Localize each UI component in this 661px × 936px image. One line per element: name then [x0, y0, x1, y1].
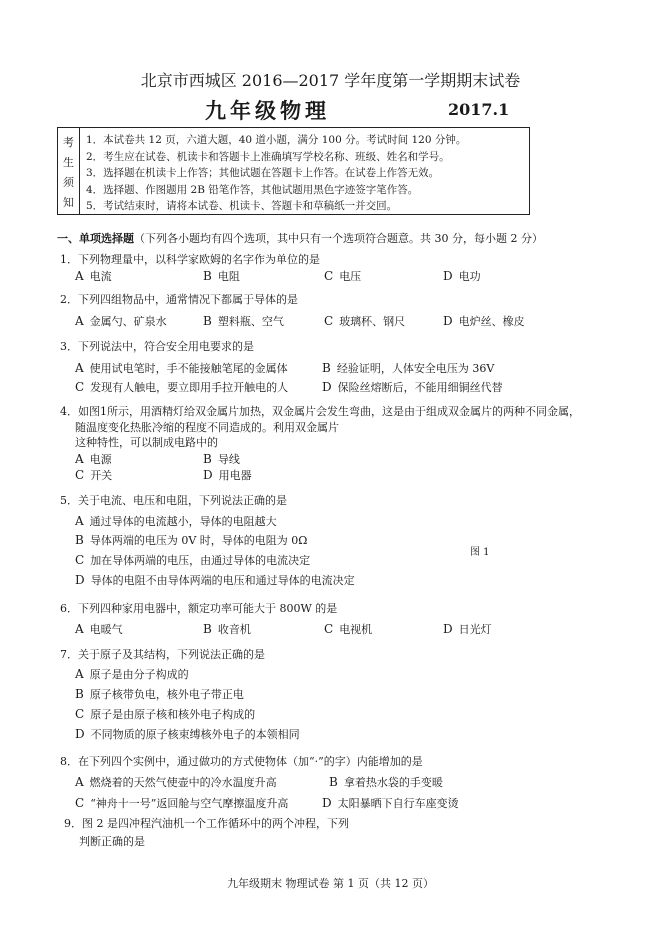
option: A 使用试电笔时，手不能接触笔尾的金属体	[75, 361, 288, 375]
option: C 加在导体两端的电压，由通过导体的电流决定	[75, 553, 311, 567]
option: B 导体两端的电压为 0V 时，导体的电阻为 0Ω	[75, 533, 308, 547]
page-footer: 九年级期末 物理试卷 第 1 页（共 12 页）	[227, 877, 434, 890]
option: A 金属勺、矿泉水	[75, 314, 167, 328]
option: C 电压	[324, 269, 362, 283]
question-stem: 4．如图1所示，用酒精灯给双金属片加热，双金属片会发生弯曲，这是由于组成双金属片的两种不同金属，	[60, 405, 580, 418]
notice-label-char: 知	[63, 196, 74, 209]
question-stem: 1．下列物理量中，以科学家欧姆的名字作为单位的是	[60, 253, 320, 266]
exam-subtitle: 九年级物理	[205, 98, 330, 123]
option: D 日光灯	[443, 622, 492, 636]
option: B 收音机	[203, 622, 251, 636]
question-stem-cont: 判断正确的是	[79, 835, 145, 848]
option: D 用电器	[203, 468, 252, 482]
question-stem: 7．关于原子及其结构，下列说法正确的是	[60, 648, 265, 661]
notice-item: 1．本试卷共 12 页，六道大题，40 道小题，满分 100 分。考试时间 120 分钟。	[86, 134, 467, 146]
exam-title: 北京市西城区 2016—2017 学年度第一学期期末试卷	[140, 71, 521, 90]
option: D 保险丝熔断后，不能用细铜丝代替	[322, 380, 503, 394]
notice-label-char: 考	[63, 136, 74, 149]
option: D 导体的电阻不由导体两端的电压和通过导体的电流决定	[75, 573, 355, 587]
notice-label-char: 须	[63, 176, 74, 189]
option: A 燃烧着的天然气使壶中的冷水温度升高	[75, 775, 277, 789]
question-stem: 2．下列四组物品中，通常情况下都属于导体的是	[60, 293, 298, 306]
question-stem: 6．下列四种家用电器中，额定功率可能大于 800W 的是	[60, 602, 338, 615]
notice-box	[57, 127, 530, 215]
question-stem: 8．在下列四个实例中，通过做功的方式使物体（加“·”的字）内能增加的是	[60, 755, 423, 768]
option: C 原子是由原子核和核外电子构成的	[75, 707, 256, 721]
option: C 玻璃杯、钢尺	[324, 314, 406, 328]
notice-label-char: 生	[63, 156, 74, 169]
option: D 电炉丝、橡皮	[443, 314, 525, 328]
option: A 电源	[75, 452, 112, 466]
option: A 电流	[75, 269, 112, 283]
section-heading	[57, 230, 543, 246]
option: D 不同物质的原子核束缚核外电子的本领相同	[75, 727, 300, 741]
option: B 导线	[203, 452, 240, 466]
option: D 电功	[443, 269, 481, 283]
section-desc: （下列各小题均有四个选项，其中只有一个选项符合题意。共 30 分，每小题 2 分）	[134, 232, 543, 245]
option: B 拿着热水袋的手变暖	[329, 775, 443, 789]
exam-date: 2017.1	[448, 100, 510, 119]
notice-label	[58, 128, 80, 214]
option: C 开关	[75, 468, 113, 482]
question-stem: 3．下列说法中，符合安全用电要求的是	[60, 340, 254, 353]
question-stem-cont: 随温度变化热胀冷缩的程度不同造成的。利用双金属片	[75, 421, 339, 434]
option: B 塑料瓶、空气	[203, 314, 284, 328]
notice-items	[86, 132, 466, 215]
option: A 原子是由分子构成的	[75, 667, 189, 681]
option: A 电暖气	[75, 622, 123, 636]
option: B 经验证明，人体安全电压为 36V	[322, 361, 495, 375]
question-stem: 5．关于电流、电压和电阻，下列说法正确的是	[60, 494, 287, 507]
figure-label: 图 1	[470, 547, 490, 558]
notice-item: 2．考生应在试卷、机读卡和答题卡上准确填写学校名称、班级、姓名和学号。	[86, 150, 450, 163]
option: A 通过导体的电流越小，导体的电阻越大	[75, 514, 277, 528]
option: C “神舟十一号”返回舱与空气摩擦温度升高	[75, 796, 289, 810]
notice-item: 4．选择题、作图题用 2B 铅笔作答，其他试题用黑色字迹签字笔作答。	[86, 183, 419, 196]
option: D 太阳暴晒下自行车座变烫	[322, 796, 459, 810]
section-title: 一、单项选择题	[57, 232, 134, 245]
notice-item: 3．选择题在机读卡上作答；其他试题在答题卡上作答。在试卷上作答无效。	[86, 167, 440, 179]
option: C 发现有人触电，要立即用手拉开触电的人	[75, 380, 289, 394]
notice-item: 5．考试结束时，请将本试卷、机读卡、答题卡和草稿纸一并交回。	[86, 200, 398, 212]
option: C 电视机	[324, 622, 373, 636]
option: B 原子核带负电，核外电子带正电	[75, 687, 244, 701]
question-stem-cont: 这种特性，可以制成电路中的	[75, 436, 218, 449]
question-stem: 9．图 2 是四冲程汽油机一个工作循环中的两个冲程，下列	[64, 817, 349, 830]
option: B 电阻	[203, 269, 240, 283]
